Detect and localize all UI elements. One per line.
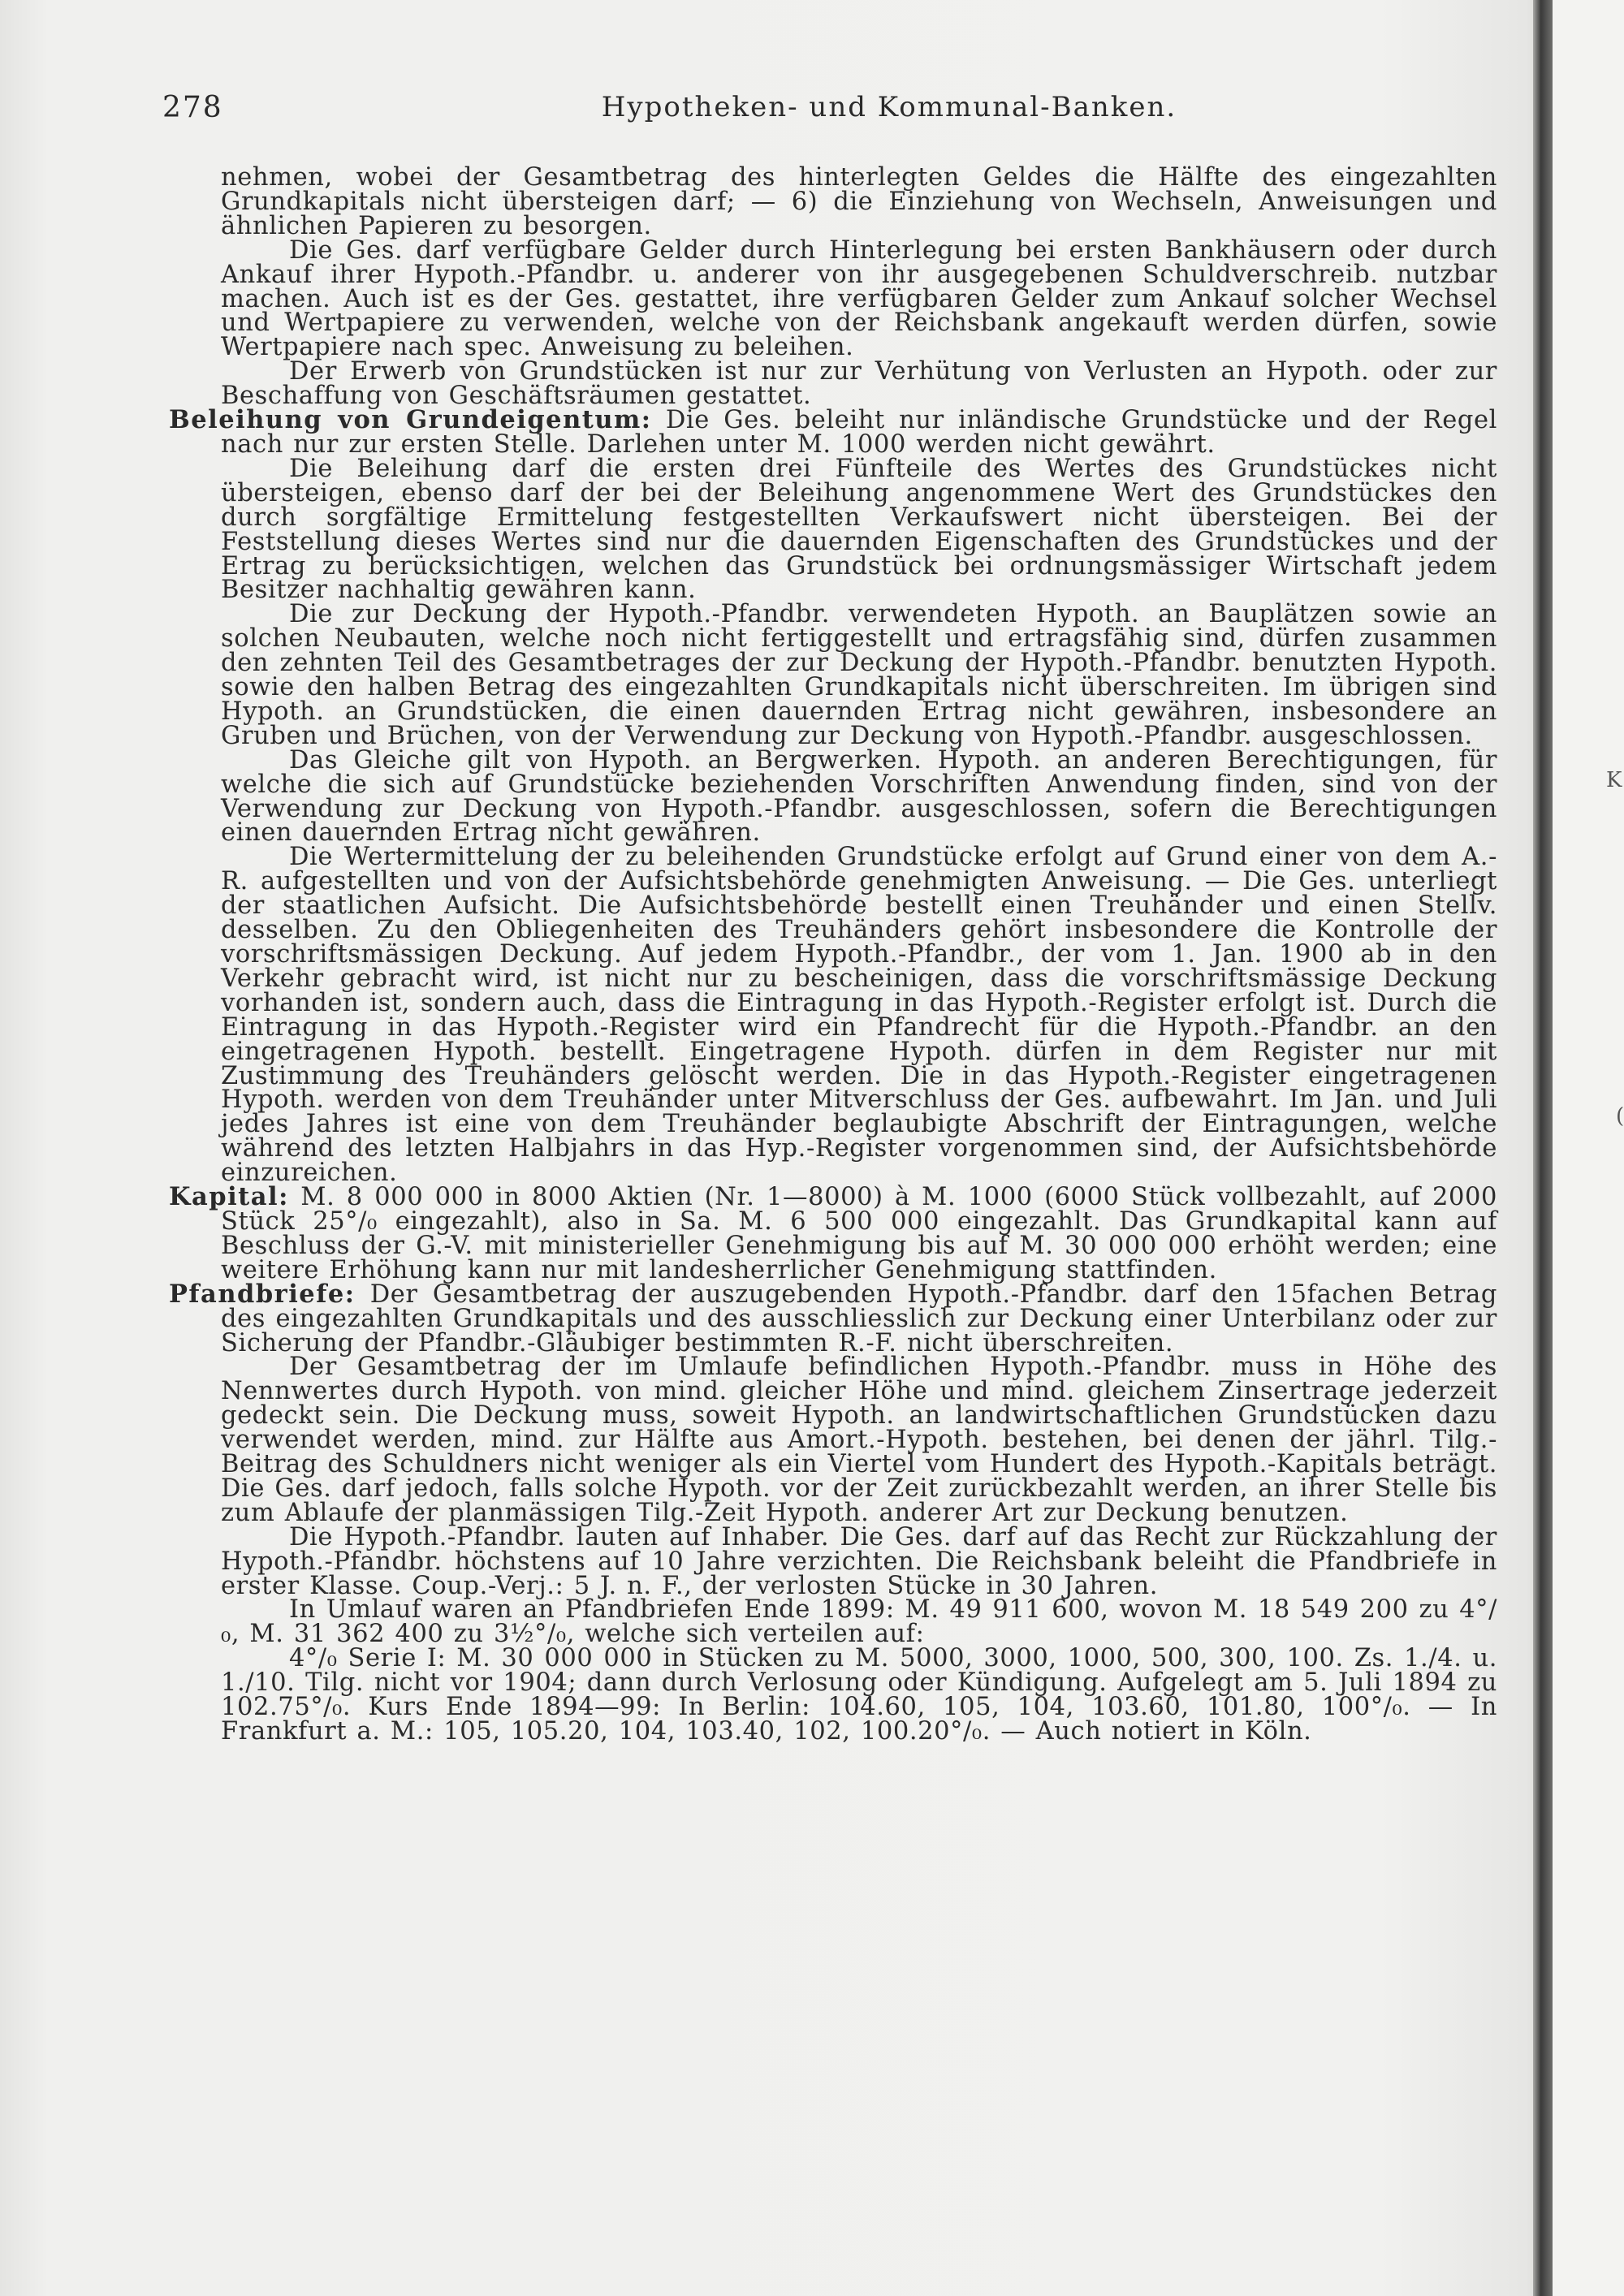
section-label: Pfandbriefe: (169, 1279, 356, 1309)
body-paragraph (221, 1522, 1497, 1600)
paragraph-text: M. 8 000 000 in 8000 Aktien (Nr. 1—8000) à M. 1000 (6000 Stück vollbezahlt, auf 2000 Stück 25°/₀ eingezahlt), also in Sa. M. 6 500 000 eingezahlt. Das Grundkapital kann auf Beschluss der G.-V. mit ministerieller Genehmigung bis auf M. 30 000 000 erhöht werden; eine weitere Erhöhung kann nur mit landesherrlicher Genehmigung stattfinden. (221, 1183, 1497, 1284)
section-label: Beleihung von Grundeigentum: (169, 405, 652, 435)
margin-mark-right-2: ( (1616, 1104, 1624, 1129)
body-paragraph (221, 843, 1497, 1188)
section-paragraph (169, 1279, 1497, 1357)
section-label: Kapital: (169, 1182, 289, 1212)
paragraph-text: Die Wertermittelung der zu beleihenden Grundstücke erfolgt auf Grund einer von dem A.-R. aufgestellten und von der Aufsichtsbehörde genehmigten Anweisung. — Die Ges. unterliegt der staatlichen Aufsicht. Die Aufsichtsbehörde bestellt einen Treuhänder und einen Stellv. desselben. Zu den Obliegenheiten des Treuhänders gehört insbesondere die Kontrolle der vorschriftsmässigen Deckung. Auf jedem Hypoth.-Pfandbr., der vom 1. Jan. 1900 ab in den Verkehr gebracht wird, ist nicht nur zu bescheinigen, dass die vorschriftsmässige Deckung vorhanden ist, sondern auch, dass die Eintragung in das Hypoth.-Register erfolgt ist. Durch die Eintragung in das Hypoth.-Register wird ein Pfandrecht für die Hypoth.-Pfandbr. an den eingetragenen Hypoth. bestellt. Eingetragene Hypoth. dürfen in dem Register nur mit Zustimmung des Treuhänders gelöscht werden. Die in das Hypoth.-Register eingetragenen Hypoth. werden von dem Treuhänder unter Mitverschluss der Ges. aufbewahrt. Im Jan. und Juli jedes Jahres ist eine von dem Treuhänder beglaubigte Abschrift der Eintragungen, welche während des letzten Halbjahrs in das Hyp.-Register vorgenommen sind, der Aufsichtsbehörde einzureichen. (221, 843, 1497, 1188)
adjacent-page-edge (1553, 0, 1624, 2296)
section-paragraph (169, 1182, 1497, 1284)
body-paragraph (221, 745, 1497, 848)
paragraph-text: Die Beleihung darf die ersten drei Fünfteile des Wertes des Grundstückes nicht übersteigen, ebenso darf der bei der Beleihung angenommene Wert des Grundstückes den durch sorgfältige Ermittelung festgestellten Verkaufswert nicht übersteigen. Bei der Feststellung dieses Wertes sind nur die dauernden Eigenschaften des Grundstückes und der Ertrag zu berücksichtigen, welchen das Grundstück bei ordnungsmässiger Wirtschaft jedem Besitzer nachhaltig gewähren kann. (221, 454, 1497, 605)
paragraph-text: Das Gleiche gilt von Hypoth. an Bergwerken. Hypoth. an anderen Berechtigungen, für welche die sich auf Grundstücke beziehenden Vorschriften Anwendung finden, sind von der Verwendung zur Deckung von Hypoth.-Pfandbr. ausgeschlossen, sofern die Berechtigungen einen dauernden Ertrag nicht gewähren. (221, 745, 1497, 848)
body-paragraph (221, 163, 1497, 240)
paragraph-text: nehmen, wobei der Gesamtbetrag des hinterlegten Geldes die Hälfte des eingezahlten Grundkapitals nicht übersteigen darf; — 6) die Einziehung von Wechseln, Anweisungen und ähnlichen Papieren zu besorgen. (221, 163, 1497, 240)
body-paragraph (221, 1595, 1497, 1649)
paragraph-text: Die Hypoth.-Pfandbr. lauten auf Inhaber. Die Ges. darf auf das Recht zur Rückzahlung der Hypoth.-Pfandbr. höchstens auf 10 Jahre verzichten. Die Reichsbank beleiht die Pfandbriefe in erster Klasse. Coup.-Verj.: 5 J. n. F., der verlosten Stücke in 30 Jahren. (221, 1522, 1497, 1600)
margin-mark-right: K (1606, 768, 1622, 792)
paragraph-text: Die zur Deckung der Hypoth.-Pfandbr. verwendeten Hypoth. an Bauplätzen sowie an solchen Neubauten, welche noch nicht fertiggestellt und ertragsfähig sind, dürfen zusammen den zehnten Teil des Gesamtbetrages der zur Deckung der Hypoth.-Pfandbr. benutzten Hypoth. sowie den halben Betrag des eingezahlten Grundkapitals nicht überschreiten. Im übrigen sind Hypoth. an Grundstücken, die einen dauernden Ertrag nicht gewähren, insbesondere an Gruben und Brüchen, von der Verwendung zur Deckung von Hypoth.-Pfandbr. ausgeschlossen. (221, 600, 1497, 750)
paragraph-text: 4°/₀ Serie I: M. 30 000 000 in Stücken zu M. 5000, 3000, 1000, 500, 300, 100. Zs. 1./4. u. 1./10. Tilg. nicht vor 1904; dann durch Verlosung oder Kündigung. Aufgelegt am 5. Juli 1894 zu 102.75°/₀. Kurs Ende 1894—99: In Berlin: 104.60, 105, 104, 103.60, 101.80, 100°/₀. — In Frankfurt a. M.: 105, 105.20, 104, 103.40, 102, 100.20°/₀. — Auch notiert in Köln. (221, 1644, 1497, 1746)
paragraph-text: In Umlauf waren an Pfandbriefen Ende 1899: M. 49 911 600, wovon M. 18 549 200 zu 4°/₀, M. 31 362 400 zu 3½°/₀, welche sich verteilen auf: (221, 1595, 1497, 1649)
body-paragraph (221, 235, 1497, 362)
body-paragraph (221, 357, 1497, 411)
body-paragraph (221, 1646, 1497, 1744)
paragraph-text: Die Ges. darf verfügbare Gelder durch Hinterlegung bei ersten Bankhäusern oder durch Ankauf ihrer Hypoth.-Pfandbr. u. anderer von ihr ausgegebenen Schuldverschreib. nutzbar machen. Auch ist es der Ges. gestattet, ihre verfügbaren Gelder zum Ankauf solcher Wechsel und Wertpapiere zu verwenden, welche von der Reichsbank angekauft werden dürfen, sowie Wertpapiere nach spec. Anweisung zu beleihen. (221, 235, 1497, 362)
running-title: Hypotheken- und Kommunal-Banken. (601, 91, 1177, 123)
page-number: 278 (162, 91, 223, 124)
paragraph-text: Die Ges. beleiht nur inländische Grundstücke und der Regel nach nur zur ersten Stelle. Darlehen unter M. 1000 werden nicht gewährt. (221, 406, 1497, 459)
body-paragraph (221, 454, 1497, 605)
section-paragraph (169, 405, 1497, 459)
body-paragraph (221, 602, 1497, 748)
body-paragraph (221, 1355, 1497, 1525)
paragraph-text: Der Gesamtbetrag der auszugebenden Hypoth.-Pfandbr. darf den 15fachen Betrag des eingezahlten Grundkapitals und des ausschliesslich zur Deckung einer Unterbilanz oder zur Sicherung der Pfandbr.-Gläubiger bestimmten R.-F. nicht überschreiten. (221, 1280, 1497, 1357)
page-header (162, 91, 1502, 127)
paragraph-text: Der Erwerb von Grundstücken ist nur zur Verhütung von Verlusten an Hypoth. oder zur Beschaffung von Geschäftsräumen gestattet. (221, 357, 1497, 411)
page-body (169, 163, 1497, 1746)
book-spine-shadow (1533, 0, 1553, 2296)
paragraph-text: Der Gesamtbetrag der im Umlaufe befindlichen Hypoth.-Pfandbr. muss in Höhe des Nennwertes durch Hypoth. von mind. gleicher Höhe und mind. gleichem Zinsertrage jederzeit gedeckt sein. Die Deckung muss, soweit Hypoth. an landwirtschaftlichen Grundstücken dazu verwendet werden, mind. zur Hälfte aus Amort.-Hypoth. bestehen, bei denen der jährl. Tilg.-Beitrag des Schuldners nicht weniger als ein Viertel vom Hundert des Hypoth.-Kapitals beträgt. Die Ges. darf jedoch, falls solche Hypoth. vor der Zeit zurückbezahlt werden, an ihrer Stelle bis zum Ablaufe der planmässigen Tilg.-Zeit Hypoth. anderer Art zur Deckung benutzen. (221, 1353, 1497, 1527)
